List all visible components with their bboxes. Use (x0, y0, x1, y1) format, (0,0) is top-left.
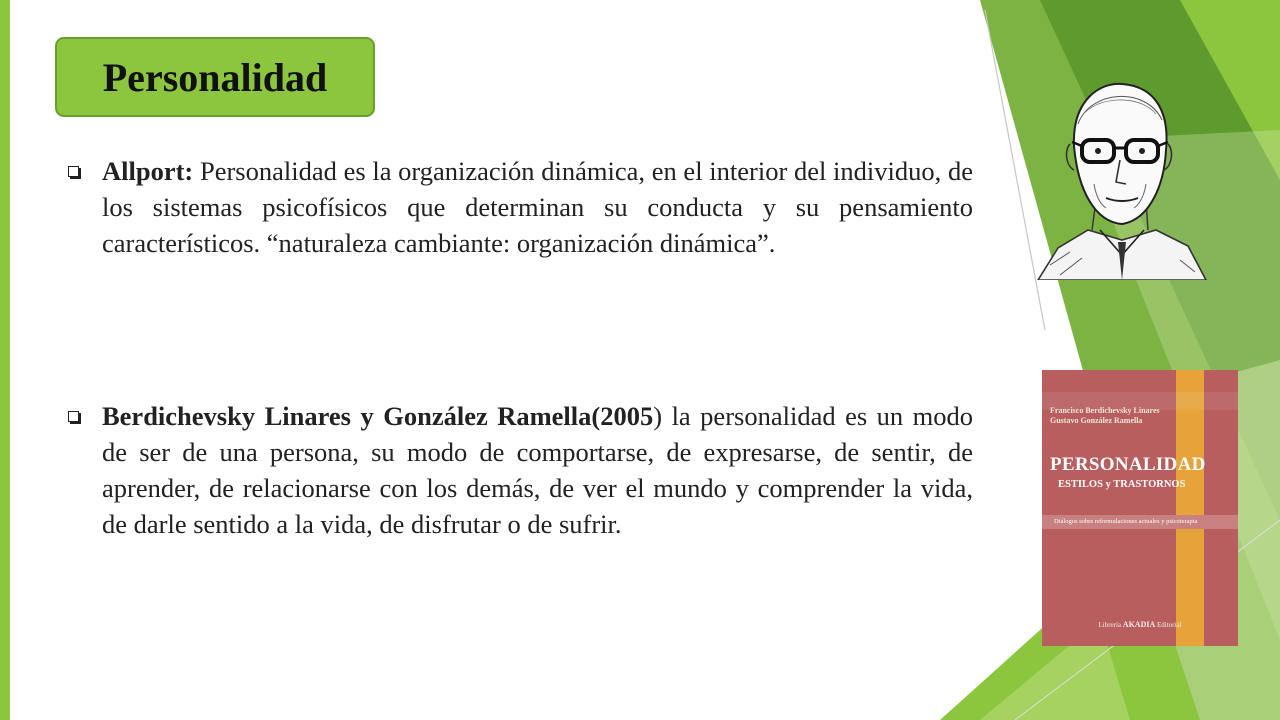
bullet-lead: Berdichevsky Linares y González Ramella(2005 (102, 401, 654, 431)
bullet-berdichevsky (68, 398, 973, 542)
bullet-body: ) la personalidad es un modo de ser de una persona, su modo de comportarse, de expresarse, de sentir, de aprender, de relacionarse con los demás, de ver el mundo y comprender la vida, de darle sentido a la vida, de disfrutar o de sufrir. (102, 401, 973, 539)
book-authors (1050, 406, 1230, 426)
book-subtitle: ESTILOS y TRASTORNOS (1058, 479, 1186, 490)
bullet-text (102, 153, 973, 261)
book-cover (1042, 370, 1238, 646)
title-box (55, 37, 375, 117)
book-author-2: Gustavo González Ramella (1050, 416, 1143, 425)
book-title: PERSONALIDAD (1050, 454, 1206, 475)
bullet-body: Personalidad es la organización dinámica, en el interior del individuo, de los sistemas psicofísicos que determinan su conducta y su pensamiento característicos. “naturaleza cambiante: organización dinámica”. (102, 156, 973, 258)
checkbox-square-icon (68, 411, 79, 422)
book-publisher (1042, 620, 1238, 629)
publisher-name: AKADIA (1122, 620, 1156, 629)
bullet-allport (68, 153, 973, 261)
left-accent-strip (0, 0, 10, 720)
publisher-prefix: Librería (1098, 621, 1122, 629)
publisher-suffix: Editorial (1157, 621, 1182, 629)
book-author-1: Francisco Berdichevsky Linares (1050, 406, 1160, 415)
allport-portrait-illustration (1030, 80, 1210, 280)
bullet-text (102, 398, 973, 542)
bullet-lead: Allport: (102, 156, 194, 186)
book-description: Diálogos sobre reformulaciones actuales y psicoterapia (1042, 515, 1238, 529)
slide-title: Personalidad (102, 54, 328, 100)
checkbox-square-icon (68, 166, 79, 177)
